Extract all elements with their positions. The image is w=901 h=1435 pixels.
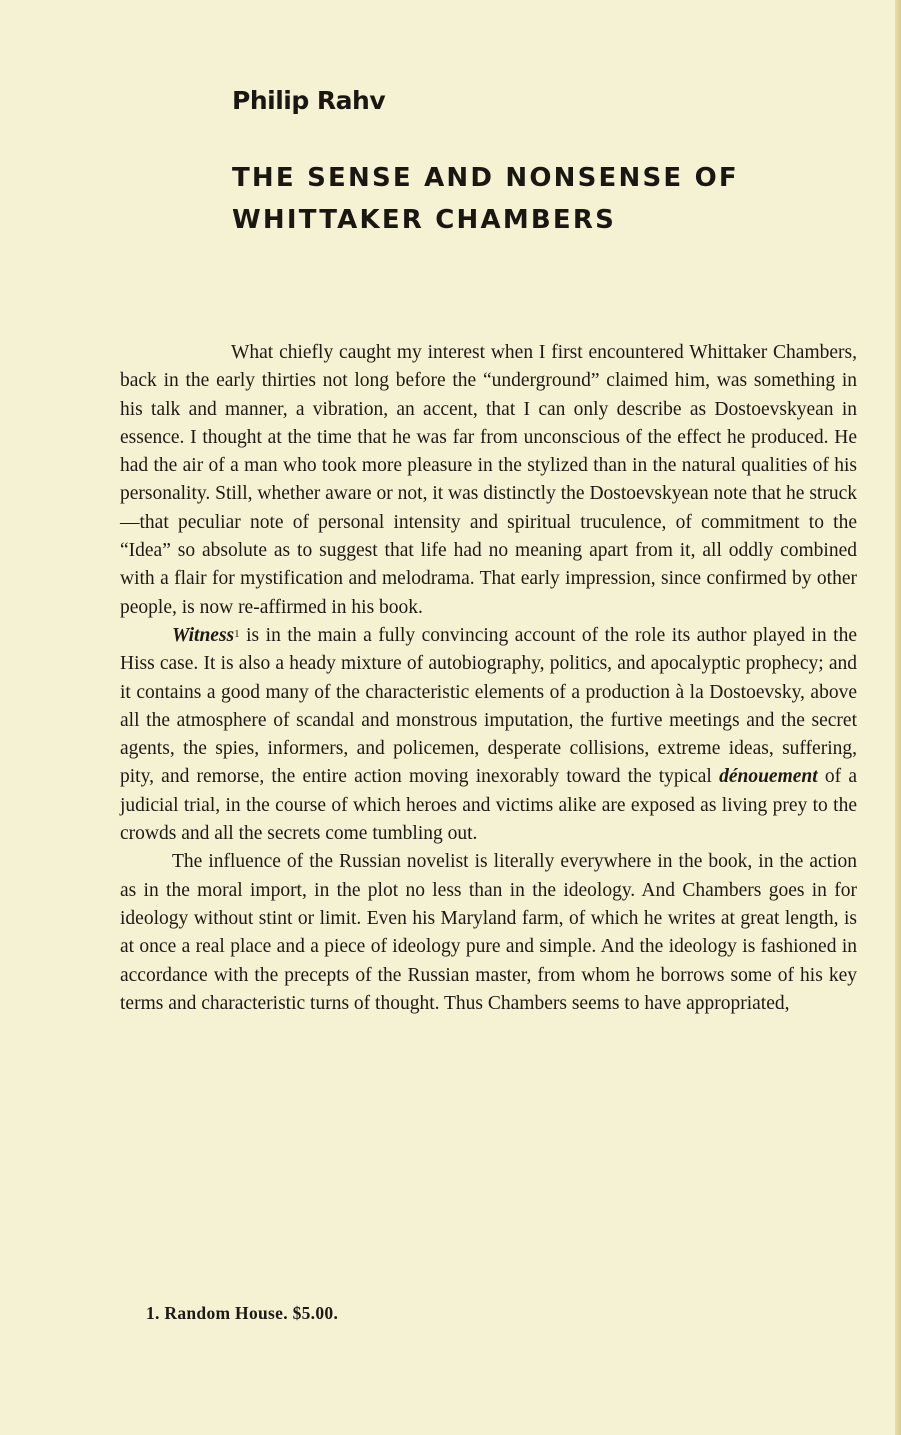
article-body <box>120 339 857 1018</box>
footnote-reference: 1 <box>234 627 240 640</box>
book-title-witness: Witness <box>172 624 235 646</box>
paragraph-1: What chiefly caught my interest when I first encountered Whittaker Chambers, back in the early thirties not long before the “underground” claimed him, was something in his talk and manner, a vibration, an accent, that I can only describe as Dostoevskyean in essence. I thought at the time that he was far from unconscious of the effect he produced. He had the air of a man who took more pleasure in the stylized than in the natural qualities of his personality. Still, whether aware or not, it was distinctly the Dostoevskyean note that he struck—that peculiar note of personal intensity and spiritual truculence, of commitment to the “Idea” so absolute as to suggest that life had no meaning apart from it, all oddly combined with a flair for mystification and melodrama. That early impression, since confirmed by other people, is now re-affirmed in his book. <box>120 342 857 618</box>
footnote: 1. Random House. $5.00. <box>146 1303 339 1323</box>
term-denouement: dénouement <box>719 766 818 788</box>
author-name: Philip Rahv <box>232 86 386 115</box>
title-line-1: THE SENSE AND NONSENSE OF <box>232 163 739 193</box>
paragraph-2-part-a: is in the main a fully convincing account of the role its author played in the Hiss case. It is also a heady mixture of autobiography, politics, and apocalyptic prophecy; and it contains a good many of the characteristic elements of a production à la Dostoevsky, above all the atmosphere of scandal and monstrous imputation, the furtive meetings and the secret agents, the spies, informers, and policemen, desperate collisions, extreme ideas, suffering, pity, and remorse, the entire action moving inexorably toward the typical <box>120 624 857 788</box>
page-edge-shadow <box>895 0 901 1435</box>
article-title <box>232 157 739 241</box>
paragraph-3: The influence of the Russian novelist is literally everywhere in the book, in the action as in the moral import, in the plot no less than in the ideology. And Chambers goes in for ideology without stint or limit. Even his Maryland farm, of which he writes at great length, is at once a real place and a piece of ideology pure and simple. And the ideology is fashioned in accordance with the precepts of the Russian master, from whom he borrows some of his key terms and characteristic turns of thought. Thus Chambers seems to have appropriated, <box>120 851 857 1014</box>
title-line-2: WHITTAKER CHAMBERS <box>232 205 617 235</box>
paragraph-2 <box>120 622 857 848</box>
paragraph-2-part-b: of a judicial trial, in the course of which heroes and victims alike are exposed as living prey to the crowds and all the secrets come tumbling out. <box>120 766 857 845</box>
